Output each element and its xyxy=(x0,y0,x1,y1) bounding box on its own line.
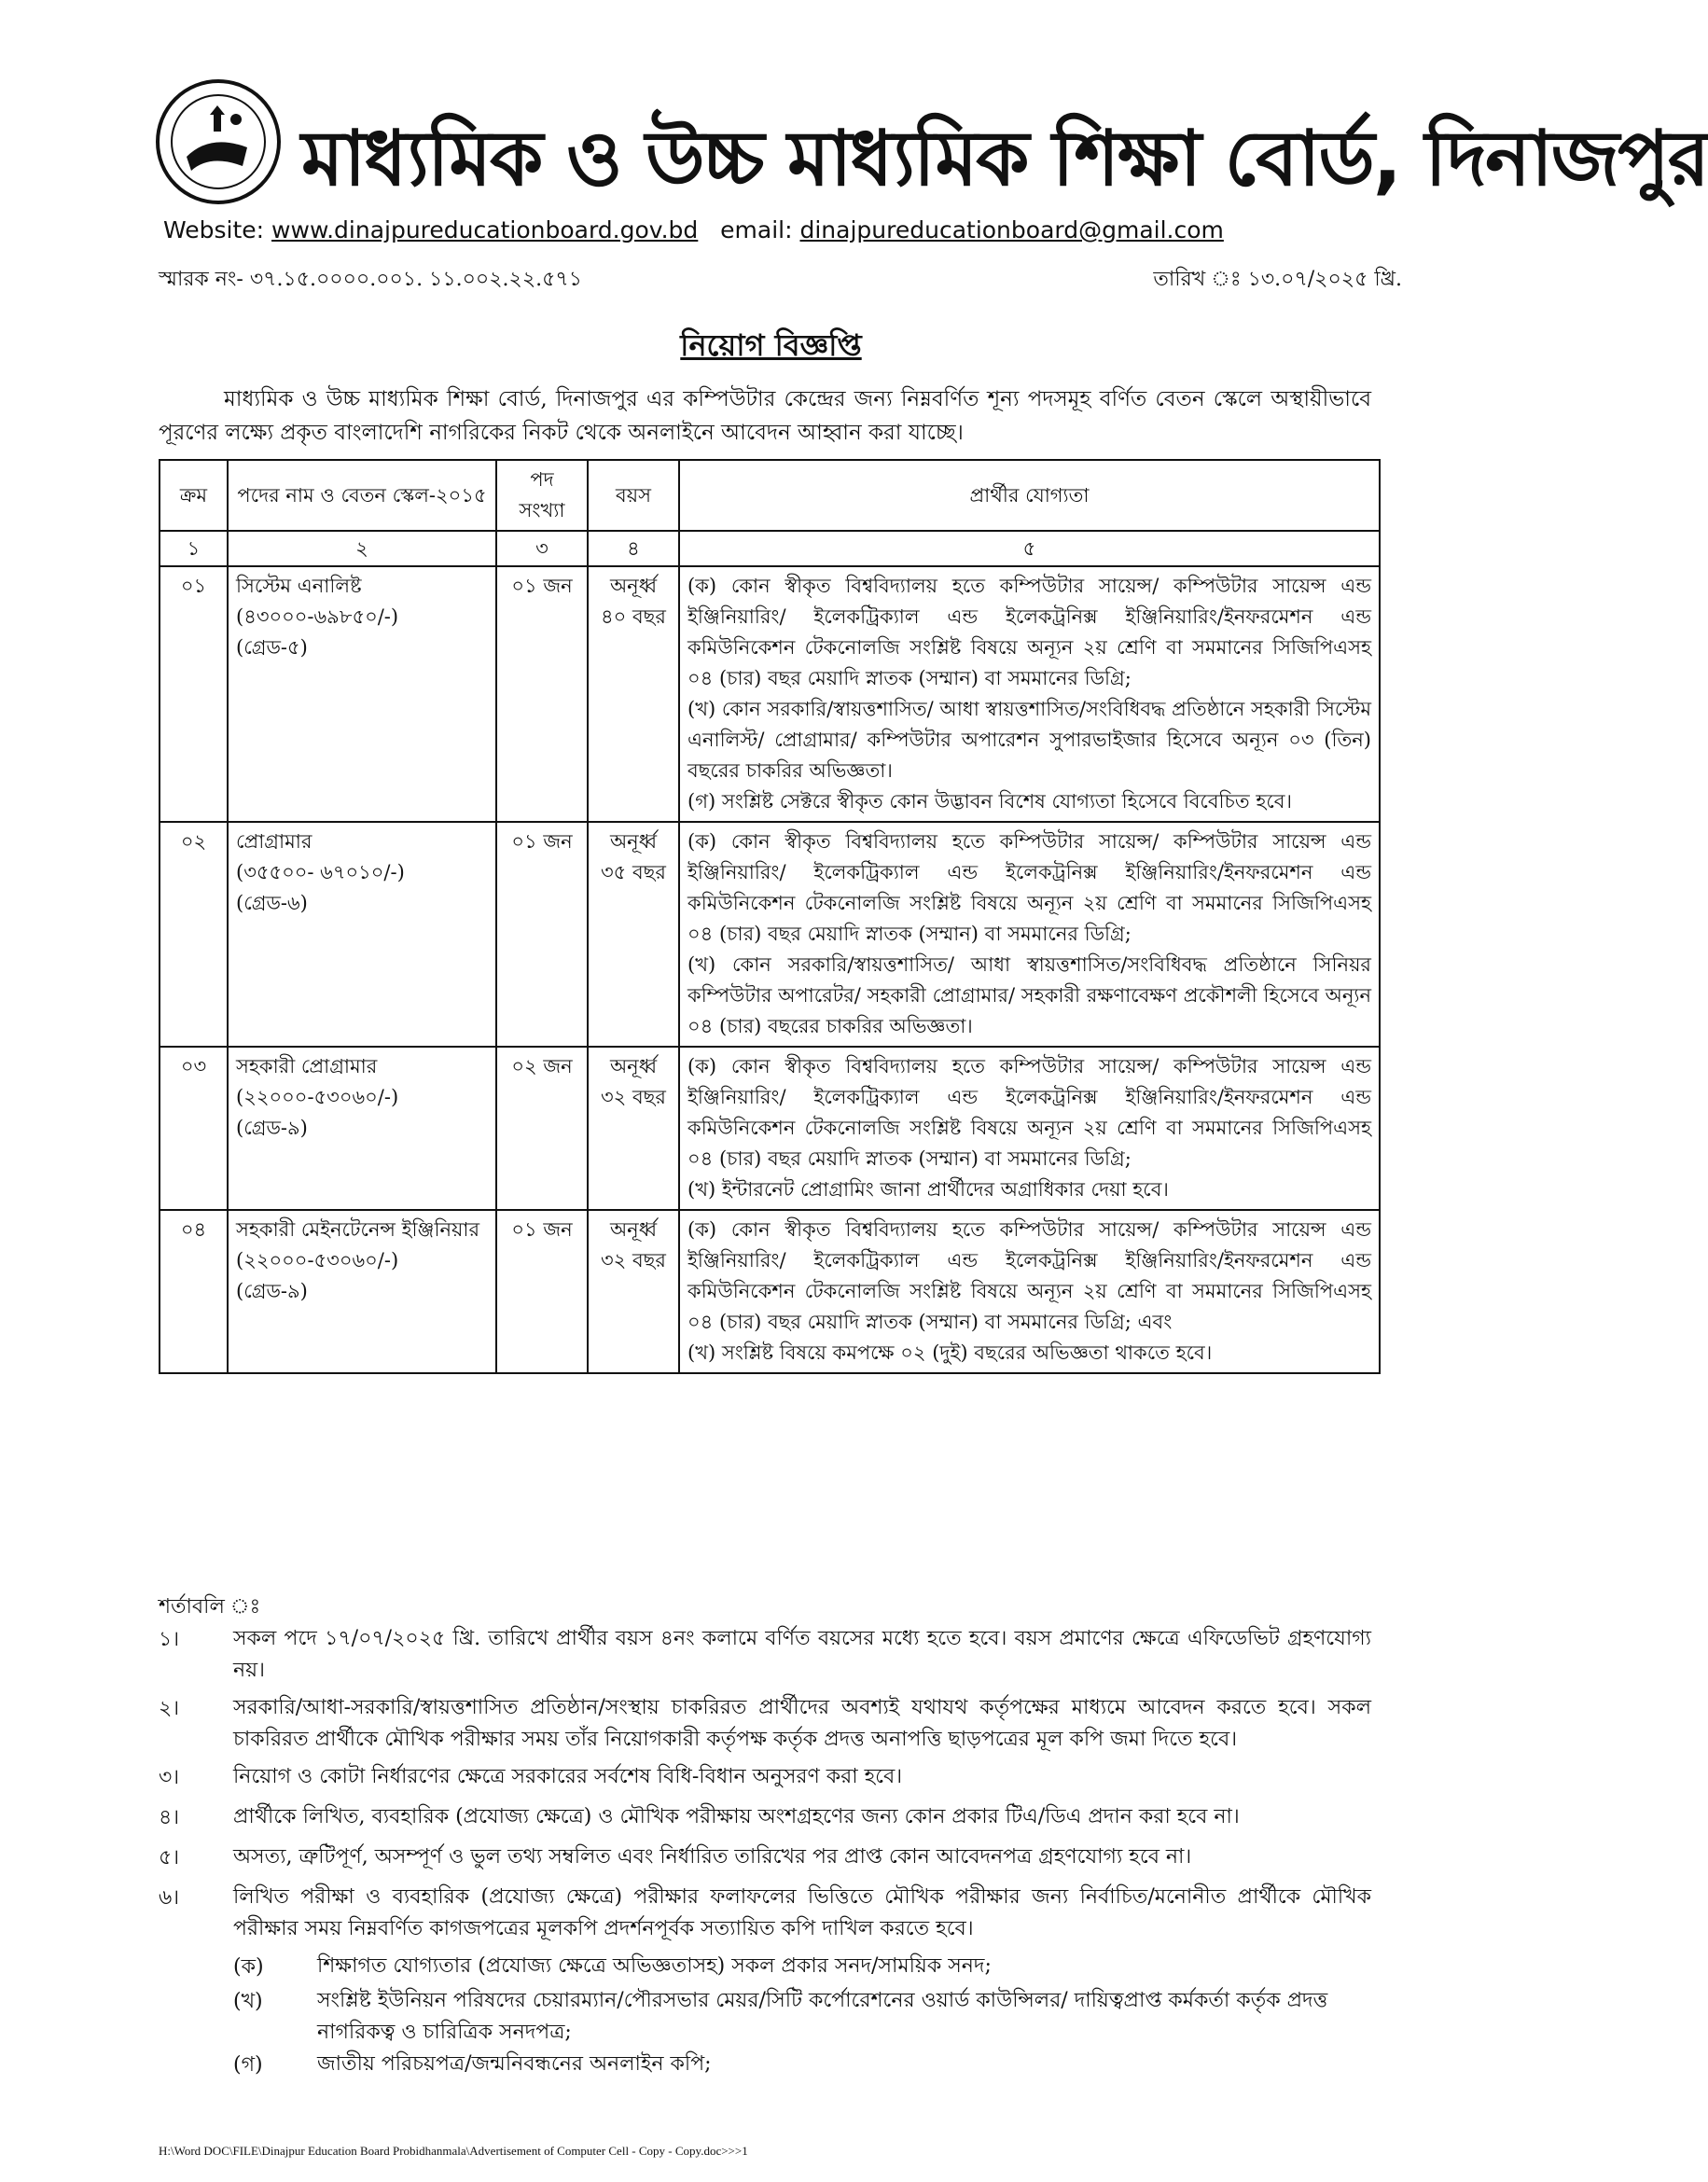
row-count: ০১ জন xyxy=(496,822,588,1047)
row-serial: ০৪ xyxy=(160,1210,228,1373)
website-link[interactable]: www.dinajpureducationboard.gov.bd xyxy=(271,216,699,243)
header-qualification: প্রার্থীর যোগ্যতা xyxy=(679,460,1380,531)
grade: (গ্রেড-৫) xyxy=(236,636,308,659)
table-row xyxy=(160,566,1380,822)
condition-text: অসত্য, ত্রুটিপূর্ণ, অসম্পূর্ণ ও ভুল তথ্য সম্বলিত এবং নির্ধারিত তারিখের পর প্রাপ্ত কোন আবেদনপত্র গ্রহণযোগ্য হবে না। xyxy=(233,1845,1192,1869)
pay-scale: (২২০০০-৫৩০৬০/-) xyxy=(236,1249,399,1272)
memo-number: স্মারক নং- ৩৭.১৫.০০০০.০০১. ১১.০০২.২২.৫৭১ xyxy=(159,268,582,291)
pay-scale: (৪৩০০০-৬৯৮৫০/-) xyxy=(236,605,399,628)
email-link[interactable]: dinajpureducationboard@gmail.com xyxy=(799,216,1224,243)
condition-number: ২। xyxy=(159,1697,180,1720)
row-count: ০১ জন xyxy=(496,1210,588,1373)
qualification-item: (ক) কোন স্বীকৃত বিশ্ববিদ্যালয় হতে কম্পিউটার সায়েন্স/ কম্পিউটার সায়েন্স এন্ড ইঞ্জিনিয়ারিং/ ইলেকট্রিক্যাল এন্ড ইলেকট্রনিক্স ইঞ্জিনিয়ারিং/ইনফরমেশন এন্ড কমিউনিকেশন টেকনোলজি সংশ্লিষ্ট বিষয়ে অন্যূন ২য় শ্রেণি বা সমমানের সিজিপিএসহ ০৪ (চার) বছর মেয়াদি স্নাতক (সম্মান) বা সমমানের ডিগ্রি; xyxy=(687,1055,1371,1170)
condition-item xyxy=(159,1692,1371,1756)
col-number: ৫ xyxy=(679,531,1380,566)
condition-number: ১। xyxy=(159,1628,180,1651)
header-serial: ক্রম xyxy=(160,460,228,531)
table-row xyxy=(160,1210,1380,1373)
qualification-item: (খ) সংশ্লিষ্ট বিষয়ে কমপক্ষে ০২ (দুই) বছরের অভিজ্ঞতা থাকতে হবে। xyxy=(687,1341,1213,1364)
subitem-text: সংশ্লিষ্ট ইউনিয়ন পরিষদের চেয়ারম্যান/পৌরসভার মেয়র/সিটি কর্পোরেশনের ওয়ার্ড কাউন্সিলর/ দায়িত্বপ্রাপ্ত কর্মকর্তা কর্তৃক প্রদত্ত নাগরিকত্ব ও চারিত্রিক সনদপত্র; xyxy=(317,1989,1328,2044)
condition-text: লিখিত পরীক্ষা ও ব্যবহারিক (প্রযোজ্য ক্ষেত্রে) পরীক্ষার ফলাফলের ভিত্তিতে মৌখিক পরীক্ষার জন্য নির্বাচিত/মনোনীত প্রার্থীকে মৌখিক পরীক্ষার সময় নিম্নবর্ণিত কাগজপত্রের মূলকপি প্রদর্শনপূর্বক সত্যায়িত কপি দাখিল করতে হবে। xyxy=(233,1885,1371,1940)
post-name: সহকারী প্রোগ্রামার xyxy=(236,1055,378,1077)
subitem-label: (গ) xyxy=(233,2053,263,2077)
condition-item xyxy=(159,1761,1371,1796)
row-age: অনূর্ধ্ব ৩২ বছর xyxy=(588,1047,679,1210)
header-post: পদের নাম ও বেতন স্কেল-২০১৫ xyxy=(228,460,496,531)
email-label: email: xyxy=(720,216,793,243)
qualification-item: (ক) কোন স্বীকৃত বিশ্ববিদ্যালয় হতে কম্পিউটার সায়েন্স/ কম্পিউটার সায়েন্স এন্ড ইঞ্জিনিয়ারিং/ ইলেকট্রিক্যাল এন্ড ইলেকট্রনিক্স ইঞ্জিনিয়ারিং/ইনফরমেশন এন্ড কমিউনিকেশন টেকনোলজি সংশ্লিষ্ট বিষয়ে অন্যূন ২য় শ্রেণি বা সমমানের সিজিপিএসহ ০৪ (চার) বছর মেয়াদি স্নাতক (সম্মান) বা সমমানের ডিগ্রি; এবং xyxy=(687,1218,1371,1333)
board-logo-icon xyxy=(154,77,283,206)
row-count: ০১ জন xyxy=(496,566,588,822)
file-path-footer: H:\Word DOC\FILE\Dinajpur Education Board Probidhanmala\Advertisement of Computer Cell - Copy - Copy.doc>>>1 xyxy=(159,2144,748,2158)
post-name: সহকারী মেইনটেনেন্স ইঞ্জিনিয়ার xyxy=(236,1218,480,1241)
condition-text: সকল পদে ১৭/০৭/২০২৫ খ্রি. তারিখে প্রার্থীর বয়স ৪নং কলামে বর্ণিত বয়সের মধ্যে হতে হবে। বয়স প্রমাণের ক্ষেত্রে এফিডেভিট গ্রহণযোগ্য নয়। xyxy=(233,1627,1371,1682)
row-qualification xyxy=(679,1047,1380,1210)
condition-number: ৬। xyxy=(159,1886,180,1910)
notice-title: নিয়োগ বিজ্ঞপ্তি xyxy=(680,327,862,363)
row-serial: ০৩ xyxy=(160,1047,228,1210)
row-age: অনূর্ধ্ব ৩২ বছর xyxy=(588,1210,679,1373)
row-age: অনূর্ধ্ব ৩৫ বছর xyxy=(588,822,679,1047)
condition-number: ৪। xyxy=(159,1806,180,1829)
website-label: Website: xyxy=(163,216,265,243)
column-number-row xyxy=(160,531,1380,566)
condition-text: নিয়োগ ও কোটা নির্ধারণের ক্ষেত্রে সরকারের সর্বশেষ বিধি-বিধান অনুসরণ করা হবে। xyxy=(233,1765,903,1788)
notice-intro: মাধ্যমিক ও উচ্চ মাধ্যমিক শিক্ষা বোর্ড, দিনাজপুর এর কম্পিউটার কেন্দ্রের জন্য নিম্নবর্ণিত শূন্য পদসমূহ বর্ণিত বেতন স্কেলে অস্থায়ীভাবে পূরণের লক্ষ্যে প্রকৃত বাংলাদেশি নাগরিকের নিকট থেকে অনলাইনে আবেদন আহ্বান করা যাচ্ছে। xyxy=(159,387,1371,445)
grade: (গ্রেড-৯) xyxy=(236,1280,308,1302)
subitem-label: (খ) xyxy=(233,1990,263,2013)
condition-text: সরকারি/আধা-সরকারি/স্বায়ত্তশাসিত প্রতিষ্ঠান/সংস্থায় চাকরিরত প্রার্থীদের অবশ্যই যথাযথ কর্তৃপক্ষের মাধ্যমে আবেদন করতে হবে। সকল চাকরিরত প্রার্থীকে মৌখিক পরীক্ষার সময় তাঁর নিয়োগকারী কর্তৃপক্ষ কর্তৃক প্রদত্ত অনাপত্তি ছাড়পত্রের মূল কপি জমা দিতে হবে। xyxy=(233,1696,1371,1751)
table-row xyxy=(160,1047,1380,1210)
col-number: ৩ xyxy=(496,531,588,566)
grade: (গ্রেড-৬) xyxy=(236,892,308,914)
conditions-heading: শর্তাবলি ঃ xyxy=(159,1595,261,1619)
condition-text: প্রার্থীকে লিখিত, ব্যবহারিক (প্রযোজ্য ক্ষেত্রে) ও মৌখিক পরীক্ষায় অংশগ্রহণের জন্য কোন প্রকার টিএ/ডিএ প্রদান করা হবে না। xyxy=(233,1805,1240,1828)
row-post xyxy=(228,566,496,822)
contact-line xyxy=(163,216,1224,243)
subitem-label: (ক) xyxy=(233,1955,264,1979)
subitem-text: জাতীয় পরিচয়পত্র/জন্মনিবন্ধনের অনলাইন কপি; xyxy=(317,2052,712,2076)
condition-number: ৩। xyxy=(159,1766,180,1789)
col-number: ৪ xyxy=(588,531,679,566)
header-age: বয়স xyxy=(588,460,679,531)
condition-item xyxy=(159,1623,1371,1687)
row-qualification xyxy=(679,1210,1380,1373)
letterhead xyxy=(154,51,1708,210)
board-name: মাধ্যমিক ও উচ্চ মাধ্যমিক শিক্ষা বোর্ড, দিনাজপুর xyxy=(301,115,1708,203)
document-subitem xyxy=(233,1951,1371,1985)
notice-title-wrap xyxy=(0,322,1542,372)
col-number: ১ xyxy=(160,531,228,566)
table-header-row xyxy=(160,460,1380,531)
row-qualification xyxy=(679,566,1380,822)
row-qualification xyxy=(679,822,1380,1047)
pay-scale: (২২০০০-৫৩০৬০/-) xyxy=(236,1086,399,1108)
qualification-item: (ক) কোন স্বীকৃত বিশ্ববিদ্যালয় হতে কম্পিউটার সায়েন্স/ কম্পিউটার সায়েন্স এন্ড ইঞ্জিনিয়ারিং/ ইলেকট্রিক্যাল এন্ড ইলেকট্রনিক্স ইঞ্জিনিয়ারিং/ইনফরমেশন এন্ড কমিউনিকেশন টেকনোলজি সংশ্লিষ্ট বিষয়ে অন্যূন ২য় শ্রেণি বা সমমানের সিজিপিএসহ ০৪ (চার) বছর মেয়াদি স্নাতক (সম্মান) বা সমমানের ডিগ্রি; xyxy=(687,575,1371,689)
condition-item xyxy=(159,1801,1371,1836)
document-subitem xyxy=(233,1985,1371,2049)
qualification-item: (গ) সংশ্লিষ্ট সেক্টরে স্বীকৃত কোন উদ্ভাবন বিশেষ যোগ্যতা হিসেবে বিবেচিত হবে। xyxy=(687,790,1292,813)
row-age: অনূর্ধ্ব ৪০ বছর xyxy=(588,566,679,822)
condition-item xyxy=(159,1841,1371,1876)
row-post xyxy=(228,822,496,1047)
row-count: ০২ জন xyxy=(496,1047,588,1210)
qualification-item: (ক) কোন স্বীকৃত বিশ্ববিদ্যালয় হতে কম্পিউটার সায়েন্স/ কম্পিউটার সায়েন্স এন্ড ইঞ্জিনিয়ারিং/ ইলেকট্রিক্যাল এন্ড ইলেকট্রনিক্স ইঞ্জিনিয়ারিং/ইনফরমেশন এন্ড কমিউনিকেশন টেকনোলজি সংশ্লিষ্ট বিষয়ে অন্যূন ২য় শ্রেণি বা সমমানের সিজিপিএসহ ০৪ (চার) বছর মেয়াদি স্নাতক (সম্মান) বা সমমানের ডিগ্রি; xyxy=(687,830,1371,945)
document-subitem xyxy=(233,2049,1371,2083)
qualification-item: (খ) ইন্টারনেট প্রোগ্রামিং জানা প্রার্থীদের অগ্রাধিকার দেয়া হবে। xyxy=(687,1178,1169,1201)
post-name: সিস্টেম এনালিষ্ট xyxy=(236,575,362,597)
qualification-item: (খ) কোন সরকারি/স্বায়ত্তশাসিত/ আধা স্বায়ত্তশাসিত/সংবিধিবদ্ধ প্রতিষ্ঠানে সহকারী সিস্টেম এনালিস্ট/ প্রোগ্রামার/ কম্পিউটার অপারেশন সুপারভাইজার হিসেবে অন্যূন ০৩ (তিন) বছরের চাকরির অভিজ্ঞতা। xyxy=(687,698,1371,782)
row-post xyxy=(228,1210,496,1373)
row-serial: ০১ xyxy=(160,566,228,822)
row-serial: ০২ xyxy=(160,822,228,1047)
subitem-text: শিক্ষাগত যোগ্যতার (প্রযোজ্য ক্ষেত্রে অভিজ্ঞতাসহ) সকল প্রকার সনদ/সাময়িক সনদ; xyxy=(317,1954,992,1978)
table-row xyxy=(160,822,1380,1047)
vacancy-table xyxy=(159,459,1381,1374)
grade: (গ্রেড-৯) xyxy=(236,1117,308,1139)
post-name: প্রোগ্রামার xyxy=(236,830,312,853)
qualification-item: (খ) কোন সরকারি/স্বায়ত্তশাসিত/ আধা স্বায়ত্তশাসিত/সংবিধিবদ্ধ প্রতিষ্ঠানে সিনিয়র কম্পিউটার অপারেটর/ সহকারী প্রোগ্রামার/ সহকারী রক্ষণাবেক্ষণ প্রকৌশলী হিসেবে অন্যূন ০৪ (চার) বছরের চাকরির অভিজ্ঞতা। xyxy=(687,953,1371,1037)
col-number: ২ xyxy=(228,531,496,566)
issue-date: তারিখ ঃ ১৩.০৭/২০২৫ খ্রি. xyxy=(1153,268,1402,291)
condition-number: ৫। xyxy=(159,1846,180,1869)
header-count: পদ সংখ্যা xyxy=(496,460,588,531)
conditions-list xyxy=(159,1623,1371,2083)
pay-scale: (৩৫৫০০- ৬৭০১০/-) xyxy=(236,861,405,883)
condition-item xyxy=(159,1882,1371,1945)
row-post xyxy=(228,1047,496,1210)
